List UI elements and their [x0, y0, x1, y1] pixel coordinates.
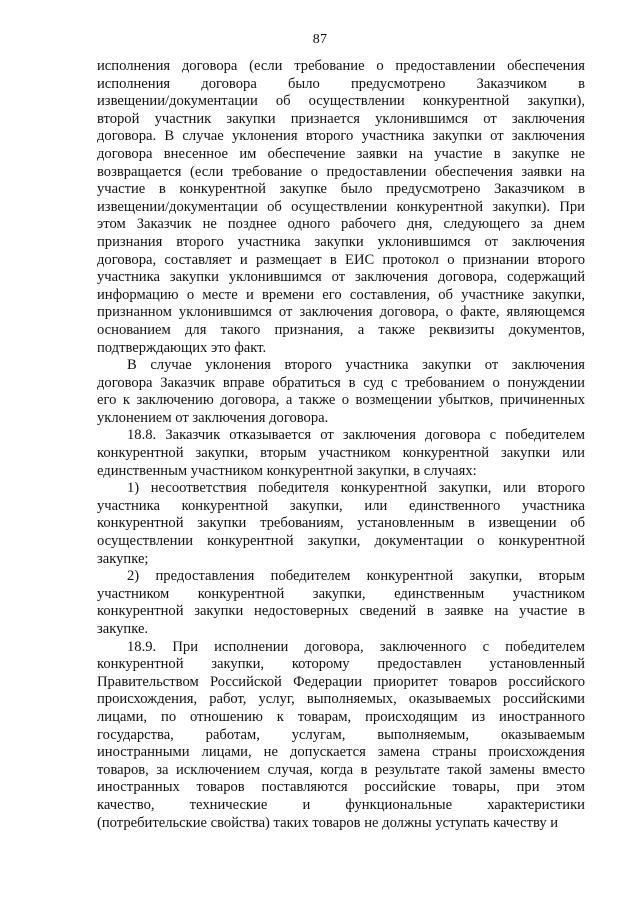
- text-line: лицами, по отношению к товарам, происходящим из иностранного: [97, 708, 585, 725]
- page-number: 87: [312, 32, 328, 47]
- text-line: участником конкурентной закупки, единственным участником: [97, 585, 585, 602]
- text-line: единственным участником конкурентной закупки, в случаях:: [97, 462, 477, 479]
- text-line: возвращается (если требование о предоставлении обеспечения заявки на: [97, 163, 585, 180]
- text-line: иностранными лицами, не допускается замена страны происхождения: [97, 744, 585, 761]
- text-line: извещении/документации об осуществлении конкурентной закупки). При: [97, 198, 585, 215]
- text-line: Правительством Российской Федерации приоритет товаров российского: [97, 673, 585, 690]
- paragraph-18-9: [97, 639, 585, 833]
- text-line: этом Заказчик не позднее одного рабочего дня, следующего за днем: [97, 216, 585, 233]
- paragraph-continuation: [97, 58, 585, 357]
- text-line: договора Заказчик вправе обратиться в суд с требованием о понуждении: [97, 374, 585, 391]
- text-line: осуществлении конкурентной закупки, документации о конкурентной: [97, 533, 585, 550]
- text-line: второй участник закупки признается уклонившимся от заключения: [97, 110, 585, 127]
- text-line: исполнения договора было предусмотрено Заказчиком в: [97, 75, 585, 92]
- text-line: государства, работам, услугам, выполняемым, оказываемым: [97, 726, 585, 743]
- text-line: 18.9. При исполнении договора, заключенного с победителем: [127, 638, 585, 655]
- text-line: его к заключению договора, а также о возмещении убытков, причиненных: [97, 392, 585, 409]
- text-line: 18.8. Заказчик отказывается от заключения договора с победителем: [127, 427, 585, 444]
- text-line: конкурентной закупки, вторым участником конкурентной закупки или: [97, 445, 585, 462]
- text-line: информацию о месте и времени его составления, об участнике закупки,: [97, 286, 585, 303]
- text-line: происхождения, работ, услуг, выполняемых, оказываемых российскими: [97, 691, 585, 708]
- text-line: (потребительские свойства) таких товаров не должны уступать качеству и: [97, 814, 559, 831]
- text-line: участника закупки уклонившимся от заключения договора, содержащий: [97, 269, 585, 286]
- text-line: участие в конкурентной закупке было предусмотрено Заказчиком в: [97, 181, 585, 198]
- text-line: товаров, за исключением случая, когда в результате такой замены вместо: [97, 761, 585, 778]
- text-line: признания второго участника закупки уклонившимся от заключения: [97, 233, 585, 250]
- paragraph-item-2: [97, 568, 585, 638]
- text-line: качество, технические и функциональные характеристики: [97, 796, 585, 813]
- text-line: закупке.: [97, 621, 149, 637]
- text-line: договора внесенное им обеспечение заявки на участие в закупке не: [97, 145, 585, 162]
- text-line: иностранных товаров поставляются российские товары, при этом: [97, 779, 585, 796]
- text-line: извещении/документации об осуществлении конкурентной закупки),: [97, 93, 585, 110]
- text-line: подтверждающих это факт.: [97, 339, 267, 356]
- text-line: исполнения договора (если требование о предоставлении обеспечения: [97, 58, 585, 74]
- document-body: [97, 58, 585, 832]
- text-line: конкурентной закупки, которому предоставлен установленный: [97, 656, 585, 673]
- paragraph-18-8: [97, 427, 585, 480]
- text-line: конкурентной закупки требованиям, установленным в извещении об: [97, 515, 585, 532]
- text-line: 2) предоставления победителем конкурентной закупки, вторым: [127, 568, 585, 585]
- paragraph-item-1: [97, 480, 585, 568]
- text-line: договора. В случае уклонения второго участника закупки от заключения: [97, 128, 585, 145]
- text-line: уклонением от заключения договора.: [97, 409, 329, 426]
- text-line: 1) несоответствия победителя конкурентной закупки, или второго: [127, 480, 585, 497]
- text-line: договора, составляет и размещает в ЕИС протокол о признании второго: [97, 251, 585, 268]
- text-line: основанием для такого признания, а также реквизиты документов,: [97, 321, 585, 338]
- text-line: участника конкурентной закупки, или единственного участника: [97, 497, 585, 514]
- paragraph-court: [97, 357, 585, 427]
- text-line: закупке;: [97, 550, 149, 567]
- text-line: конкурентной закупки недостоверных сведений в заявке на участие в: [97, 603, 585, 620]
- text-line: признанном уклонившимся от заключения договора, о факте, являющемся: [97, 304, 585, 321]
- text-line: В случае уклонения второго участника закупки от заключения: [127, 357, 585, 374]
